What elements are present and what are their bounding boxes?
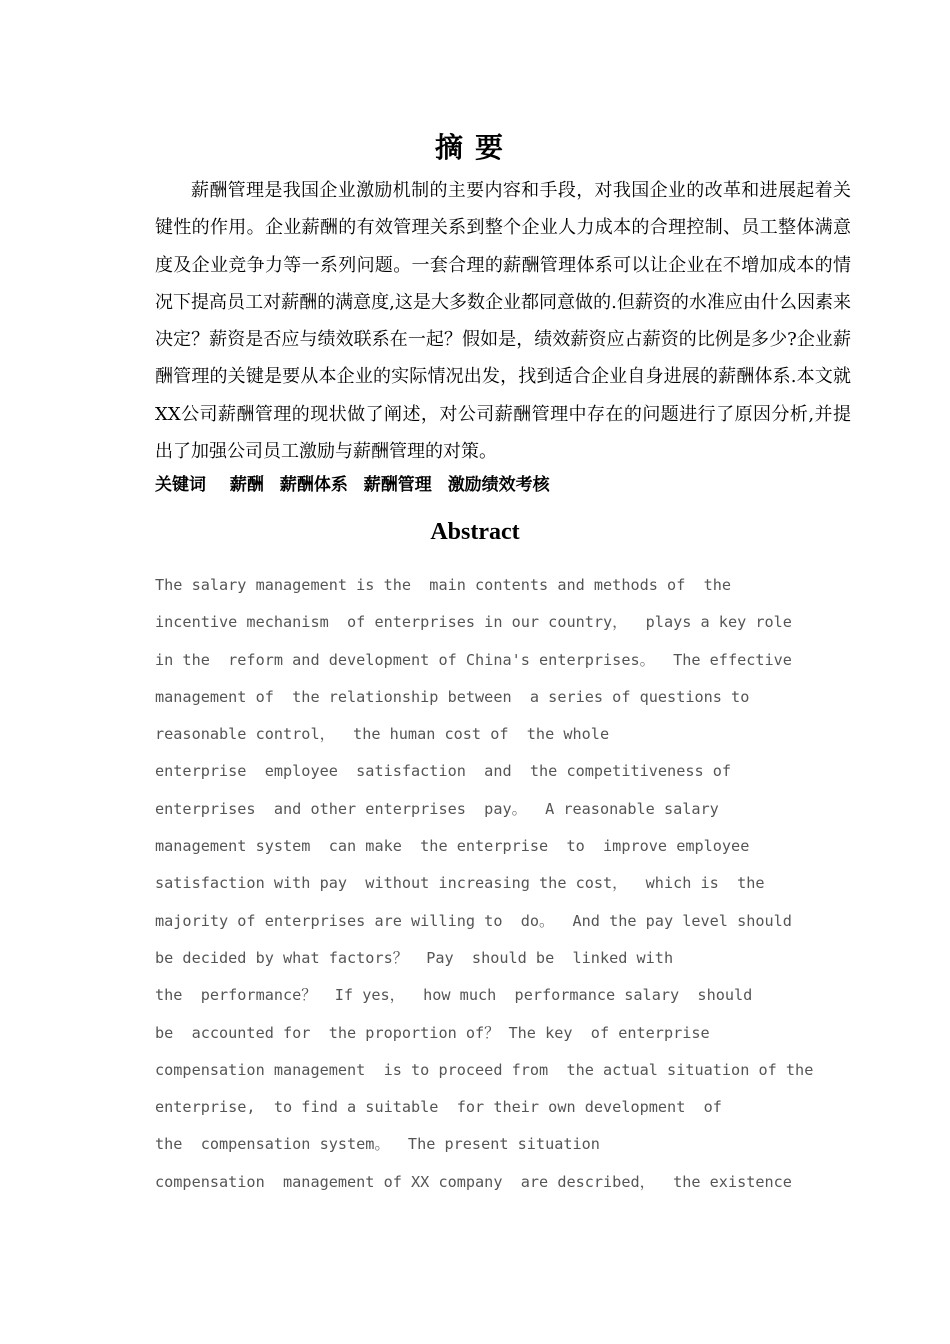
keyword-item: 薪酬管理 [363,475,432,495]
english-abstract-line: compensation management is to proceed from the actual situation of the [155,1060,814,1079]
english-abstract-line: be decided by what factors？ Pay should be linked with [155,948,674,967]
keyword-item: 激励绩效考核 [447,475,550,495]
english-abstract-line: satisfaction with pay without increasing the cost， which is the [155,874,765,893]
english-abstract-line: The salary management is the main contents and methods of the [155,576,732,594]
keyword-item: 薪酬体系 [279,475,348,495]
english-abstract-line: enterprise, to find a suitable for their own development of [155,1098,722,1117]
chinese-abstract-body [155,172,851,470]
english-abstract-line: incentive mechanism of enterprises in our country， plays a key role [155,613,792,632]
english-abstract-title: Abstract [430,519,520,545]
english-abstract-line: the compensation system。 The present situation [155,1135,600,1154]
keywords-label: 关键词 [155,475,206,495]
english-abstract-line: be accounted for the proportion of？ The key of enterprise [155,1023,710,1042]
keyword-item: 薪酬 [229,475,264,495]
english-abstract-line: compensation management of XX company are described， the existence [155,1172,792,1191]
english-abstract-line: management system can make the enterprise to improve employee [155,837,750,856]
english-abstract-body [155,567,855,1201]
english-abstract-line: in the reform and development of China's enterprises。 The effective [155,650,792,669]
english-abstract-line: management of the relationship between a series of questions to [155,687,750,706]
english-abstract-line: majority of enterprises are willing to do。 And the pay level should [155,911,792,930]
chinese-abstract-title: 摘要 [434,131,515,164]
english-abstract-line: reasonable control， the human cost of the whole [155,725,610,744]
english-abstract-line: enterprise employee satisfaction and the competitiveness of [155,762,732,781]
english-abstract-line: the performance？ If yes， how much performance salary should [155,986,753,1005]
keywords-line [155,471,851,499]
chinese-abstract-paragraph: 薪酬管理是我国企业激励机制的主要内容和手段，对我国企业的改革和进展起着关键性的作用。企业薪酬的有效管理关系到整个企业人力成本的合理控制、员工整体满意度及企业竞争力等一系列问题。一套合理的薪酬管理体系可以让企业在不增加成本的情况下提高员工对薪酬的满意度,这是大多数企业都同意做的.但薪资的水准应由什么因素来决定？薪资是否应与绩效联系在一起？假如是，绩效薪资应占薪资的比例是多少?企业薪酬管理的关键是要从本企业的实际情况出发，找到适合企业自身进展的薪酬体系.本文就XX公司薪酬管理的现状做了阐述，对公司薪酬管理中存在的问题进行了原因分析,并提出了加强公司员工激励与薪酬管理的对策。 [155,180,851,463]
english-abstract-line: enterprises and other enterprises pay。 A reasonable salary [155,799,719,818]
